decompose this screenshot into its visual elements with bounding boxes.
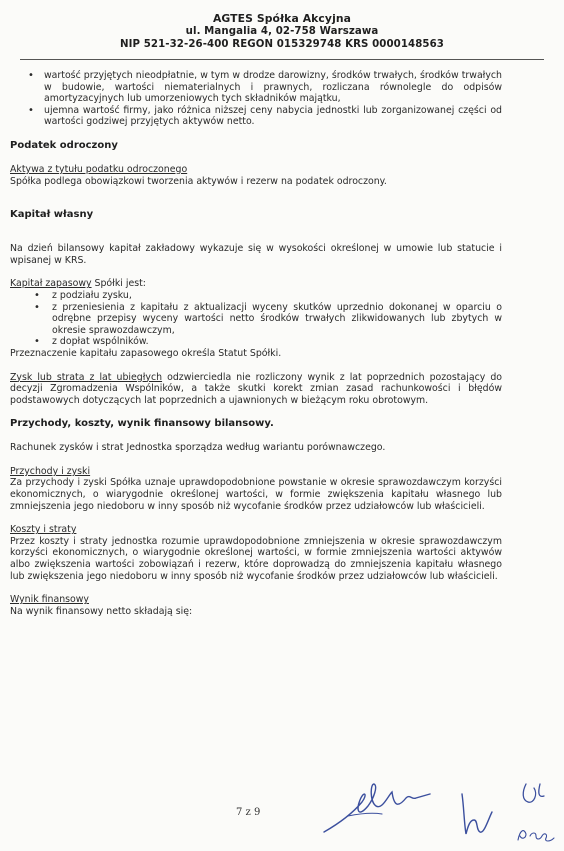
initials-icon xyxy=(512,778,562,848)
zysk-rest: odzwierciedla nie rozliczony wynik z lat poprzednich pozostający do decyzji Zgromadzenia Wspólników, a także skutki korekt zmian zasad rachunkowości i błędów podstawowych dotyczących lat poprzednich a ujawnionych w bieżącym roku obrotowym. xyxy=(10,371,503,406)
company-name: AGTES Spółka Akcyjna xyxy=(212,12,352,25)
list-item: • wartość przyjętych nieodpłatnie, w tym w drodze darowizny, środków trwałych, środków trwałych w budowie, wartości niematerialnych i prawnych, rozliczana równolegle do odpisów amortyzacyjnych lub umorzeniowych tych składników majątku, xyxy=(10,70,502,105)
paragraph-kapital-intro: Na dzień bilansowy kapitał zakładowy wykazuje się w wysokości określonej w umowie lub statucie i wpisanej w KRS. xyxy=(10,243,502,266)
paragraph-rachunek: Rachunek zysków i strat Jednostka sporządza według wariantu porównawczego. xyxy=(10,442,386,454)
paragraph-podatek: Spółka podlega obowiązkowi tworzenia aktywów i rezerw na podatek odroczony. xyxy=(10,175,387,187)
section-heading-przychody: Przychody, koszty, wynik finansowy bilansowy. xyxy=(10,418,274,430)
bullet-list-zapasowy xyxy=(10,290,502,348)
sub-heading-aktywa: Aktywa z tytułu podatku odroczonego xyxy=(10,163,188,175)
document-body xyxy=(10,70,502,617)
paragraph-wynik-finansowy: Na wynik finansowy netto składają się: xyxy=(10,605,193,617)
sub-heading-wynik-finansowy: Wynik finansowy xyxy=(10,594,89,606)
zysk-label: Zysk lub strata z lat ubiegłych xyxy=(10,371,163,383)
section-heading-podatek: Podatek odroczony xyxy=(10,139,118,151)
signature-2-icon xyxy=(454,790,504,840)
sub-heading-przychody-zyski: Przychody i zyski xyxy=(10,465,91,477)
paragraph-koszty-straty: Przez koszty i straty jednostka rozumie uprawdopodobnione zmniejszenia w okresie sprawozdawczym korzyści ekonomicznych, o wiarygodnie określonej wartości, w formie zmniejszenia wartości aktywów albo zwiększenia wartości zobowiązań i rezerw, które doprowadzą do zmniejszenia kapitału własnego lub zwiększenia jego niedoboru w inny sposób niż wycofanie środków przez udziałowców lub właścicieli. xyxy=(10,535,502,582)
company-ids: NIP 521-32-26-400 REGON 015329748 KRS 0000148563 xyxy=(120,39,444,50)
paragraph-zysk xyxy=(10,372,502,407)
section-heading-kapital: Kapitał własny xyxy=(10,209,94,221)
page-number: 7 z 9 xyxy=(236,807,261,818)
paragraph-przychody-zyski: Za przychody i zyski Spółka uznaje uprawdopodobnione powstanie w okresie sprawozdawczym korzyści ekonomicznych, o wiarygodnie określonej wartości, w formie zwiększenia kapitału własnego lub zmniejszenia jego niedoboru w inny sposób niż wycofanie środków przez udziałowców lub właścicieli. xyxy=(10,477,502,512)
list-item: • z przeniesienia z kapitału z aktualizacji wyceny skutków uprzednio dokonanej w oparciu o odrębne przepisy wyceny wartości netto środków trwałych zlikwidowanych lub zbytych w okresie sprawozdawczym, xyxy=(10,302,502,337)
list-item: • z dopłat wspólników. xyxy=(10,336,502,348)
bullet-list-top xyxy=(10,70,502,128)
kapital-zapasowy-rest: Spółki jest: xyxy=(91,278,146,290)
paragraph-przeznaczenie: Przeznaczenie kapitału zapasowego określa Statut Spółki. xyxy=(10,347,282,359)
paragraph-kapital-zapasowy xyxy=(10,278,502,290)
company-address: ul. Mangalia 4, 02-758 Warszawa xyxy=(185,26,379,37)
letterhead xyxy=(0,12,564,51)
kapital-zapasowy-label: Kapitał zapasowy xyxy=(10,278,92,290)
signature-1-icon xyxy=(318,776,438,838)
letterhead-divider xyxy=(20,59,544,60)
list-item: • ujemna wartość firmy, jako różnica niższej ceny nabycia jednostki lub zorganizowanej części od wartości godziwej przyjętych aktywów netto. xyxy=(10,105,502,128)
sub-heading-koszty-straty: Koszty i straty xyxy=(10,524,77,536)
list-item: • z podziału zysku, xyxy=(10,290,502,302)
